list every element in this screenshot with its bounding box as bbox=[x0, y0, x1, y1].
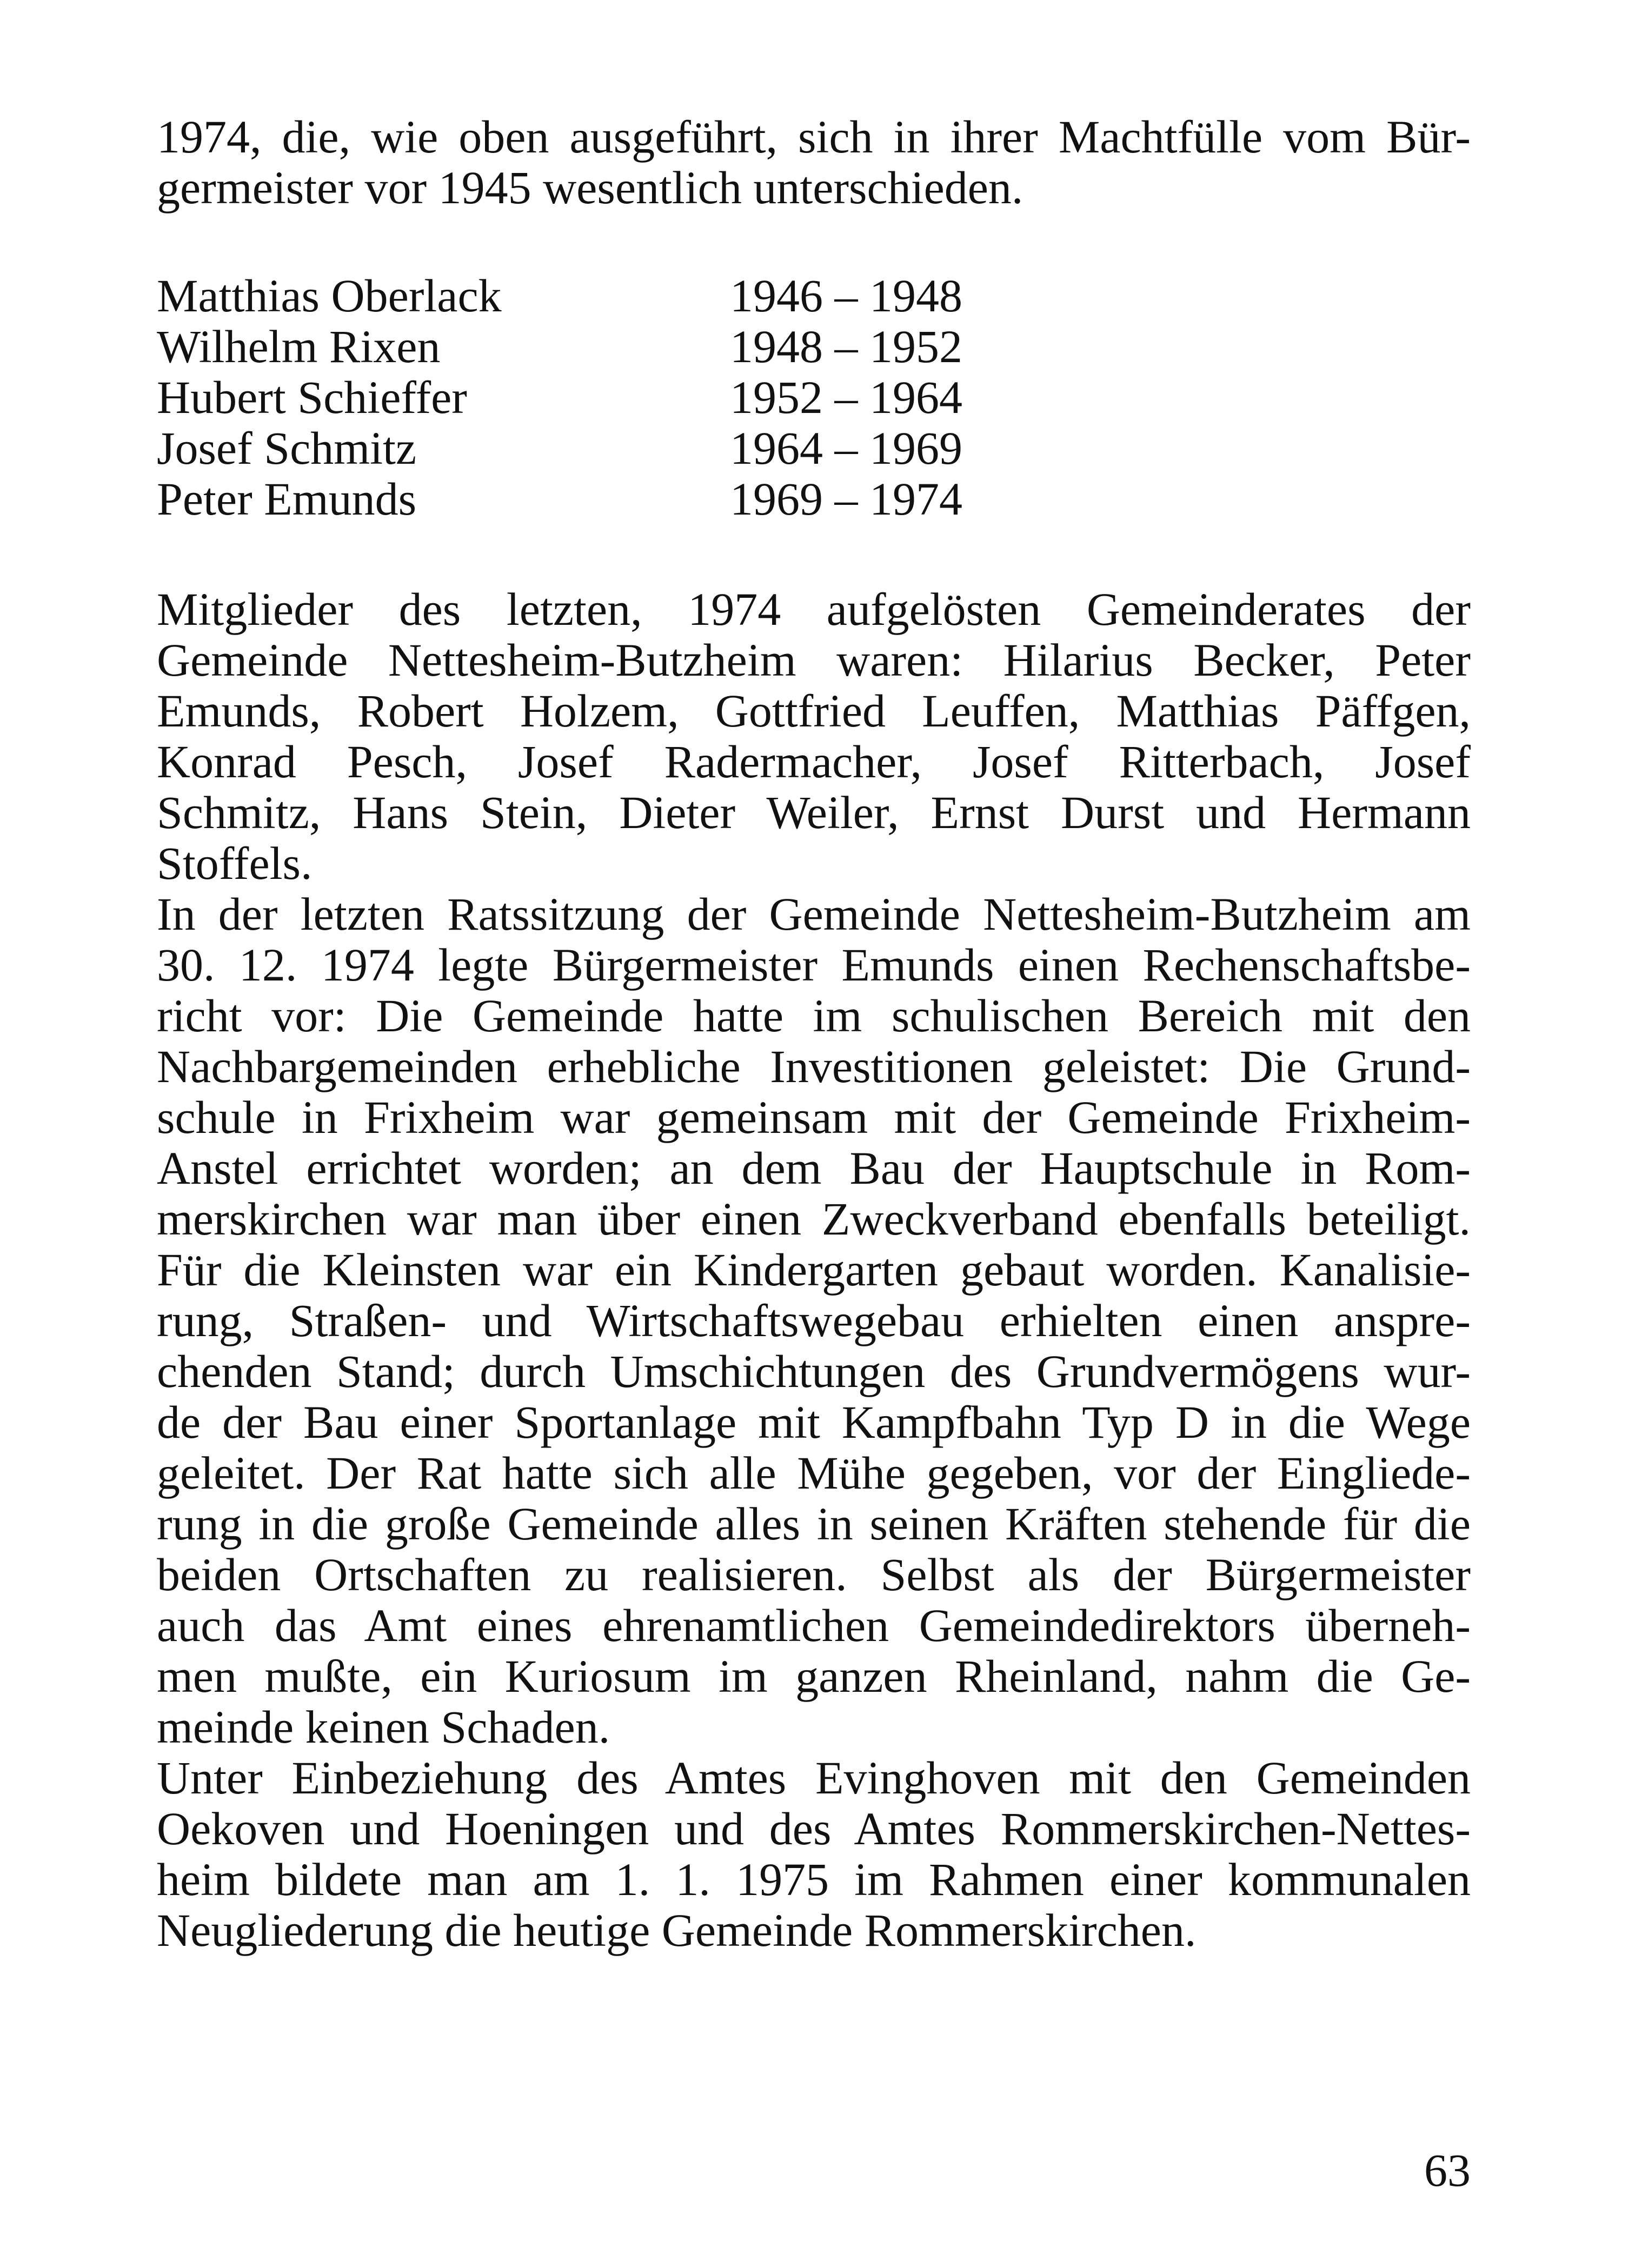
mayor-name: Peter Emunds bbox=[157, 473, 417, 525]
text-line: heim bildete man am 1. 1. 1975 im Rahmen einer kommunalen bbox=[157, 1853, 1471, 1905]
mayor-term: 1952 – 1964 bbox=[730, 371, 962, 423]
last-session-paragraph bbox=[157, 889, 1471, 1752]
mayor-entry bbox=[157, 473, 1471, 524]
text-line: germeister vor 1945 wesentlich unterschieden. bbox=[157, 162, 1023, 214]
text-line: beiden Ortschaften zu realisieren. Selbst als der Bürgermeister bbox=[157, 1549, 1471, 1600]
text-line: Unter Einbeziehung des Amtes Evinghoven mit den Gemeinden bbox=[157, 1752, 1471, 1804]
text-line: geleitet. Der Rat hatte sich alle Mühe gegeben, vor der Eingliede- bbox=[157, 1447, 1471, 1499]
mayor-term: 1964 – 1969 bbox=[730, 422, 962, 474]
mayor-term: 1948 – 1952 bbox=[730, 321, 962, 372]
intro-paragraph bbox=[157, 111, 1471, 213]
text-line: Stoffels. bbox=[157, 837, 313, 889]
municipal-reform-paragraph bbox=[157, 1752, 1471, 1956]
mayor-entry bbox=[157, 270, 1471, 321]
mayor-entry bbox=[157, 423, 1471, 473]
text-line: Konrad Pesch, Josef Radermacher, Josef Ritterbach, Josef bbox=[157, 736, 1471, 788]
text-line: Mitglieder des letzten, 1974 aufgelösten Gemeinderates der bbox=[157, 583, 1471, 635]
mayor-term: 1969 – 1974 bbox=[730, 473, 962, 525]
text-line: meinde keinen Schaden. bbox=[157, 1701, 610, 1753]
text-line: merskirchen war man über einen Zweckverband ebenfalls beteiligt. bbox=[157, 1193, 1471, 1245]
text-line: richt vor: Die Gemeinde hatte im schulischen Bereich mit den bbox=[157, 990, 1471, 1042]
text-line: Oekoven und Hoeningen und des Amtes Rommerskirchen-Nettes- bbox=[157, 1803, 1471, 1855]
text-line: men mußte, ein Kuriosum im ganzen Rheinland, nahm die Ge- bbox=[157, 1650, 1471, 1702]
text-line: Gemeinde Nettesheim-Butzheim waren: Hilarius Becker, Peter bbox=[157, 634, 1471, 686]
text-line: chenden Stand; durch Umschichtungen des Grundvermögens wur- bbox=[157, 1345, 1471, 1397]
page-number: 63 bbox=[1424, 2144, 1471, 2196]
text-line: schule in Frixheim war gemeinsam mit der Gemeinde Frixheim- bbox=[157, 1091, 1471, 1143]
text-line: In der letzten Ratssitzung der Gemeinde Nettesheim-Butzheim am bbox=[157, 888, 1471, 940]
text-line: de der Bau einer Sportanlage mit Kampfbahn Typ D in die Wege bbox=[157, 1396, 1471, 1448]
text-line: Emunds, Robert Holzem, Gottfried Leuffen, Matthias Päffgen, bbox=[157, 685, 1471, 737]
mayor-name: Wilhelm Rixen bbox=[157, 321, 441, 372]
text-line: auch das Amt eines ehrenamtlichen Gemeindedirektors überneh- bbox=[157, 1599, 1471, 1651]
mayor-list bbox=[157, 270, 1471, 524]
text-line: rung in die große Gemeinde alles in seinen Kräften stehende für die bbox=[157, 1498, 1471, 1550]
council-members-paragraph bbox=[157, 584, 1471, 889]
text-line: Neugliederung die heutige Gemeinde Rommerskirchen. bbox=[157, 1904, 1197, 1956]
mayor-entry bbox=[157, 372, 1471, 423]
mayor-entry bbox=[157, 321, 1471, 372]
text-line: 30. 12. 1974 legte Bürgermeister Emunds einen Rechenschaftsbe- bbox=[157, 939, 1471, 991]
text-line: Anstel errichtet worden; an dem Bau der Hauptschule in Rom- bbox=[157, 1142, 1471, 1194]
text-line: Schmitz, Hans Stein, Dieter Weiler, Ernst Durst und Hermann bbox=[157, 786, 1471, 838]
text-line: Nachbargemeinden erhebliche Investitionen geleistet: Die Grund- bbox=[157, 1040, 1471, 1092]
mayor-name: Hubert Schieffer bbox=[157, 371, 467, 423]
text-line: 1974, die, wie oben ausgeführt, sich in ihrer Machtfülle vom Bür- bbox=[157, 111, 1471, 163]
mayor-name: Matthias Oberlack bbox=[157, 270, 502, 322]
text-line: Für die Kleinsten war ein Kindergarten gebaut worden. Kanalisie- bbox=[157, 1244, 1471, 1296]
mayor-name: Josef Schmitz bbox=[157, 422, 417, 474]
text-line: rung, Straßen- und Wirtschaftswegebau erhielten einen anspre- bbox=[157, 1295, 1471, 1346]
mayor-term: 1946 – 1948 bbox=[730, 270, 962, 322]
